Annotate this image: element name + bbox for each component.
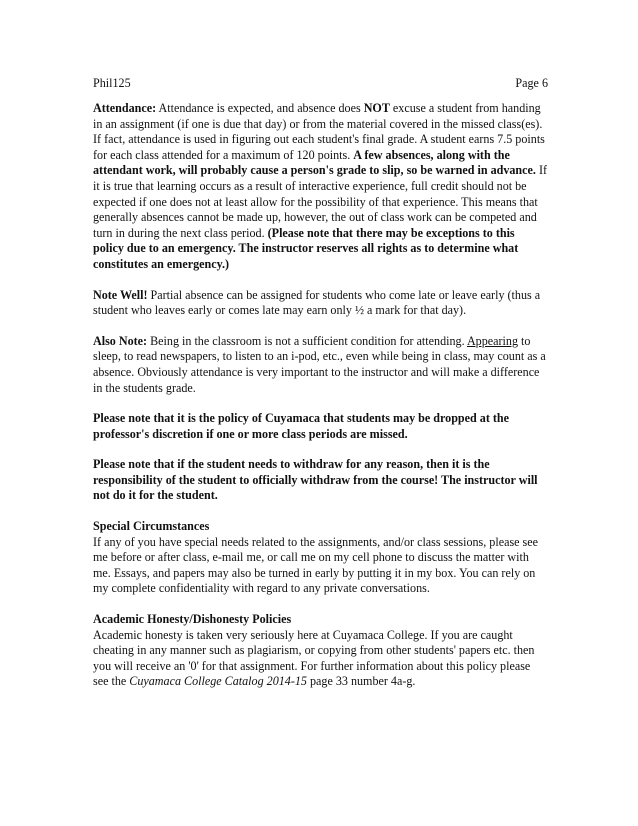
page-header (93, 76, 548, 92)
note-well-text: Partial absence can be assigned for students who come late or leave early (thus a student who leaves early or comes late may earn only ½ a mark for that day). (93, 287, 541, 318)
attendance-text-1: Attendance is expected, and absence does (156, 101, 364, 115)
drop-policy-paragraph (93, 411, 548, 442)
also-note-paragraph (93, 334, 548, 396)
also-note-underlined: Appearing (466, 333, 518, 348)
withdraw-policy-paragraph (93, 457, 548, 504)
note-well-paragraph (93, 288, 548, 319)
college-catalog-title: Cuyamaca College Catalog 2014-15 (129, 674, 307, 689)
attendance-not: NOT (363, 101, 390, 115)
academic-honesty-section (93, 612, 548, 690)
special-circumstances-section (93, 519, 548, 597)
document-body (93, 101, 548, 705)
attendance-warning: A few absences, along with the attendant work, will probably cause a person's grade to slip, so be warned in advance. (93, 147, 536, 178)
attendance-heading: Attendance: (93, 101, 157, 115)
special-circumstances-heading: Special Circumstances (93, 519, 210, 534)
page-number: Page 6 (515, 76, 548, 90)
academic-honesty-text-2: page 33 number 4a-g. (306, 674, 416, 689)
withdraw-policy-text: Please note that if the student needs to withdraw for any reason, then it is the responsibility of the student to officially withdraw from the course! The instructor will not do it for the student. (93, 457, 538, 503)
also-note-text-1: Being in the classroom is not a sufficient condition for attending. (147, 333, 467, 348)
attendance-paragraph (93, 101, 548, 273)
also-note-text-2: to sleep, to read newspapers, to listen to an i-pod, etc., even while being in class, may count as a absence. Obviously attendance is very important to the instructor and will make a difference in the students grade. (93, 333, 546, 395)
drop-policy-text: Please note that it is the policy of Cuyamaca that students may be dropped at the professor's discretion if one or more class periods are missed. (93, 411, 509, 441)
academic-honesty-text-1: Academic honesty is taken very seriously here at Cuyamaca College. If you are caught cheating in any manner such as plagiarism, or copying from other students' papers etc. then you will receive an '0' for that assignment. For further information about this policy please see the (93, 627, 535, 689)
special-circumstances-text: If any of you have special needs related to the assignments, and/or class sessions, please see me before or after class, e-mail me, or call me on my cell phone to discuss the matter with me. Essays, and papers may also be turned in early by putting it in my box. You can rely on my complete confidentiality with regard to any private conversations. (93, 534, 538, 596)
attendance-text-2: excuse a student from handing in an assignment (if one is due that day) or from the material covered in the missed class(es). If fact, attendance is used in figuring out each student's final grade. A student earns 7.5 points for each class attended for a maximum of 120 points. (93, 101, 545, 162)
course-code: Phil125 (93, 76, 131, 90)
attendance-emergency-note: (Please note that there may be exceptions to this policy due to an emergency. The instructor reserves all rights as to determine what constitutes an emergency.) (93, 225, 519, 271)
note-well-heading: Note Well! (93, 287, 148, 302)
also-note-heading: Also Note: (93, 333, 148, 348)
attendance-text-3: If it is true that learning occurs as a result of interactive experience, full credit should not be expected if one does not at least allow for the possibility of that experience. This means that generally absences cannot be made up, however, the out of class work can be competed and turn in during the next class period. (93, 163, 547, 240)
academic-honesty-heading: Academic Honesty/Dishonesty Policies (93, 612, 292, 627)
